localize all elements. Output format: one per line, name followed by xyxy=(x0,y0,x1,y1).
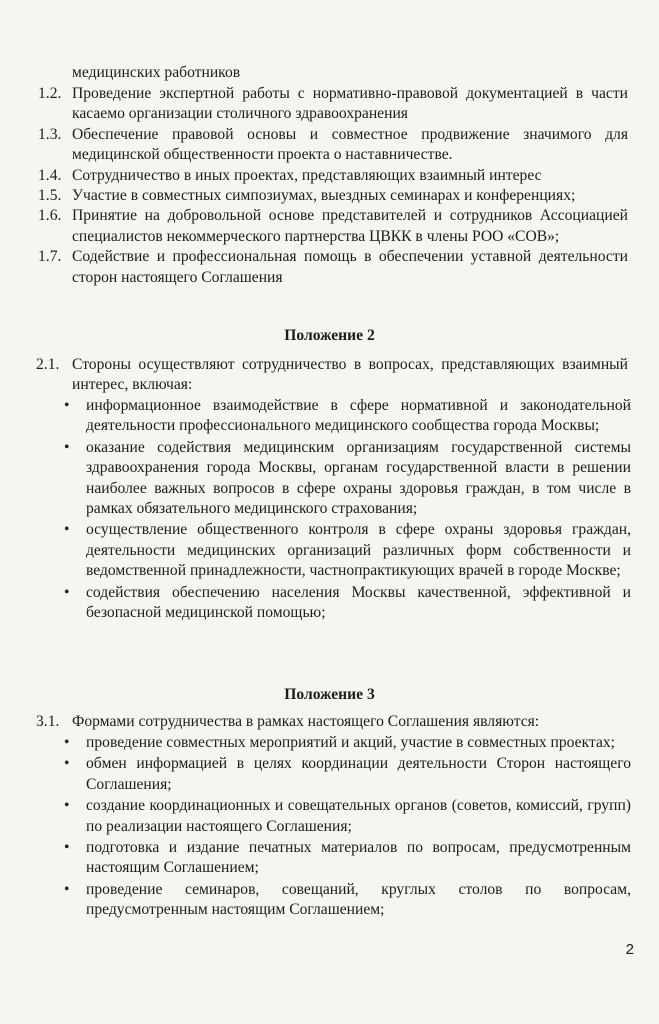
bullet-text: содействия обеспечению населения Москвы качественной, эффективной и безопасной медицинской помощью; xyxy=(86,583,631,622)
section2-body xyxy=(36,355,628,396)
item-text: Проведение экспертной работы с нормативно-правовой документацией в части касаемо организации столичного здравоохранения xyxy=(72,85,628,123)
section2-heading: Положение 2 xyxy=(284,327,375,344)
bullet-text: обмен информацией в целях координации деятельности Сторон настоящего Соглашения; xyxy=(86,755,631,793)
lead-number: 3.1. xyxy=(36,713,60,730)
bullet-text: проведение семинаров, совещаний, круглых столов по вопросам, предусмотренным настоящим Соглашением; xyxy=(86,880,631,919)
item-text: Содействие и профессиональная помощь в обеспечении уставной деятельности сторон настоящего Соглашения xyxy=(72,248,628,286)
list-item xyxy=(0,396,631,437)
item-number: 1.6. xyxy=(38,207,62,225)
list-item xyxy=(0,796,631,837)
bullet-icon: • xyxy=(64,583,70,601)
list-item xyxy=(0,84,628,125)
bullet-icon: • xyxy=(64,839,70,857)
bullet-text: оказание содействия медицинским организациям государственной системы здравоохранения города Москвы, органам государственной власти в решении наиболее важных вопросов в сфере охраны здоровья граждан, в том числе в рамках обязательного медицинского страхования; xyxy=(86,438,631,518)
section3-lead xyxy=(36,712,628,732)
list-item xyxy=(0,880,631,921)
section1-list xyxy=(0,84,628,288)
list-item xyxy=(0,754,631,795)
bullet-text: создание координационных и совещательных органов (советов, комиссий, групп) по реализации настоящего Соглашения; xyxy=(86,797,631,835)
list-item xyxy=(0,438,631,520)
bullet-text: подготовка и издание печатных материалов по вопросам, предусмотренным настоящим Соглашением; xyxy=(86,839,631,877)
intro-line: медицинских работников xyxy=(72,64,241,81)
item-number: 1.7. xyxy=(38,248,62,266)
list-item xyxy=(0,186,628,206)
list-item xyxy=(0,733,631,753)
list-item xyxy=(0,166,628,186)
bullet-text: осуществление общественного контроля в сфере охраны здоровья граждан, деятельности медицинских организаций различных форм собственности и ведомственной принадлежности, частнопрактикующих врачей в городе Москве; xyxy=(86,521,631,580)
section3-bullets xyxy=(0,733,631,922)
bullet-icon: • xyxy=(64,734,70,751)
bullet-icon: • xyxy=(64,397,70,414)
section3-body xyxy=(36,712,628,732)
list-item xyxy=(0,583,631,624)
lead-text: Формами сотрудничества в рамках настоящего Соглашения являются: xyxy=(72,713,540,730)
list-item xyxy=(0,125,628,166)
item-text: Принятие на добровольной основе представителей и сотрудников Ассоциацией специалистов некоммерческого партнерства ЦВКК в члены РОО «СОВ»; xyxy=(72,207,628,245)
lead-text: Стороны осуществляют сотрудничество в вопросах, представляющих взаимный интерес, включая: xyxy=(72,356,628,394)
item-number: 1.3. xyxy=(38,125,62,143)
list-item xyxy=(0,206,628,247)
section2-bullets xyxy=(0,396,631,624)
item-text: Обеспечение правовой основы и совместное продвижение значимого для медицинской общественности проекта о наставничестве. xyxy=(72,125,628,164)
bullet-icon: • xyxy=(64,797,70,815)
bullet-icon: • xyxy=(64,755,70,773)
item-text: Участие в совместных симпозиумах, выездных семинарах и конференциях; xyxy=(72,187,576,205)
lead-number: 2.1. xyxy=(36,356,60,373)
bullet-text: информационное взаимодействие в сфере нормативной и законодательной деятельности профессионального медицинского сообщества города Москвы; xyxy=(86,397,631,435)
section2-lead xyxy=(36,355,628,396)
item-number: 1.4. xyxy=(38,166,62,184)
list-item xyxy=(0,520,631,581)
list-item xyxy=(0,838,631,879)
item-number: 1.2. xyxy=(38,85,62,102)
page-number: 2 xyxy=(625,941,634,958)
intro-continuation xyxy=(0,63,628,83)
item-number: 1.5. xyxy=(38,187,62,205)
bullet-icon: • xyxy=(64,880,70,898)
item-text: Сотрудничество в иных проектах, представляющих взаимный интерес xyxy=(72,166,542,184)
list-item xyxy=(0,247,628,288)
bullet-text: проведение совместных мероприятий и акций, участие в совместных проектах; xyxy=(86,734,615,751)
bullet-icon: • xyxy=(64,521,70,539)
bullet-icon: • xyxy=(64,438,70,456)
section3-heading: Положение 3 xyxy=(284,686,375,703)
